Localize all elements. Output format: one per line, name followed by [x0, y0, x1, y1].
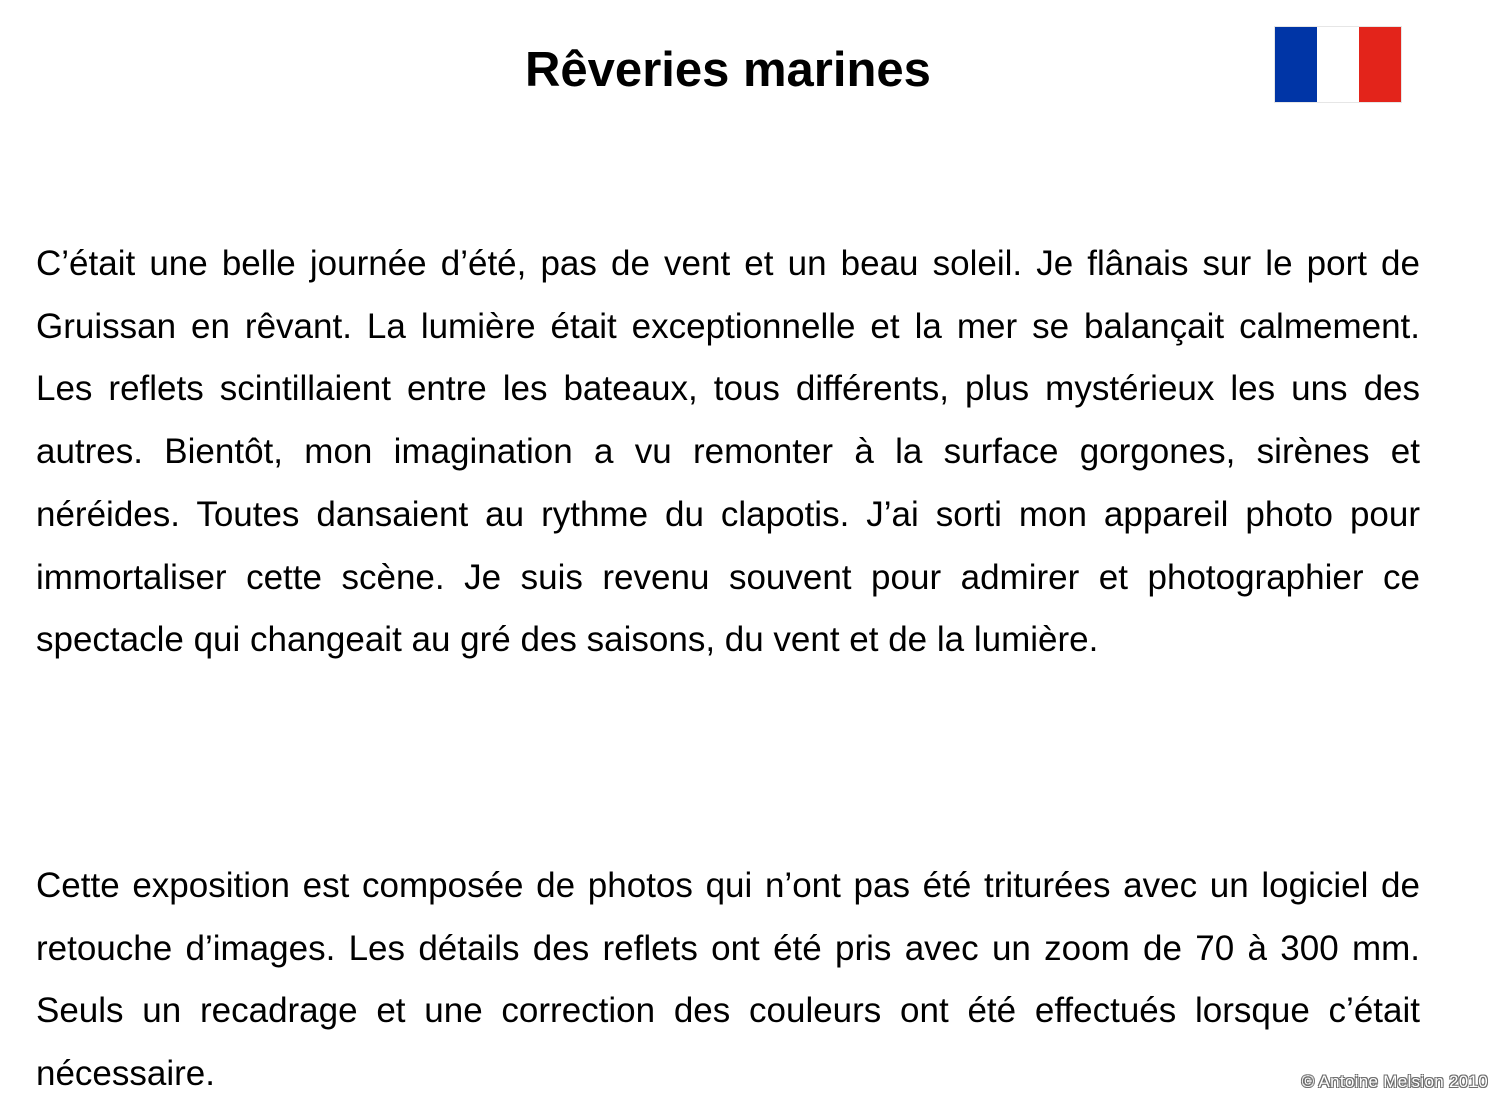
intro-paragraph: C’était une belle journée d’été, pas de vent et un beau soleil. Je flânais sur le port de Gruissan en rêvant. La lumière était exceptionnelle et la mer se balançait calmement. Les reflets scintillaient entre les bateaux, tous différents, plus mystérieux les uns des autres. Bientôt, mon imagination a vu remonter à la surface gorgones, sirènes et néréides. Toutes dansaient au rythme du clapotis. J’ai sorti mon appareil photo pour immortaliser cette scène. Je suis revenu souvent pour admirer et photographier ce spectacle qui changeait au gré des saisons, du vent et de la lumière. [36, 244, 1420, 660]
flag-band-white [1317, 27, 1359, 102]
page-title: Rêveries marines [525, 43, 931, 97]
flag-band-red [1359, 27, 1401, 102]
france-flag-icon [1275, 27, 1401, 102]
exhibition-note-paragraph: Cette exposition est composée de photos qui n’ont pas été triturées avec un logiciel de retouche d’images. Les détails des reflets ont été pris avec un zoom de 70 à 300 mm. Seuls un recadrage et une correction des couleurs ont été effectués lorsque c’était nécessaire. [36, 866, 1420, 1094]
flag-band-blue [1275, 27, 1317, 102]
copyright-notice: © Antoine Melsion 2010 [1301, 1072, 1488, 1091]
